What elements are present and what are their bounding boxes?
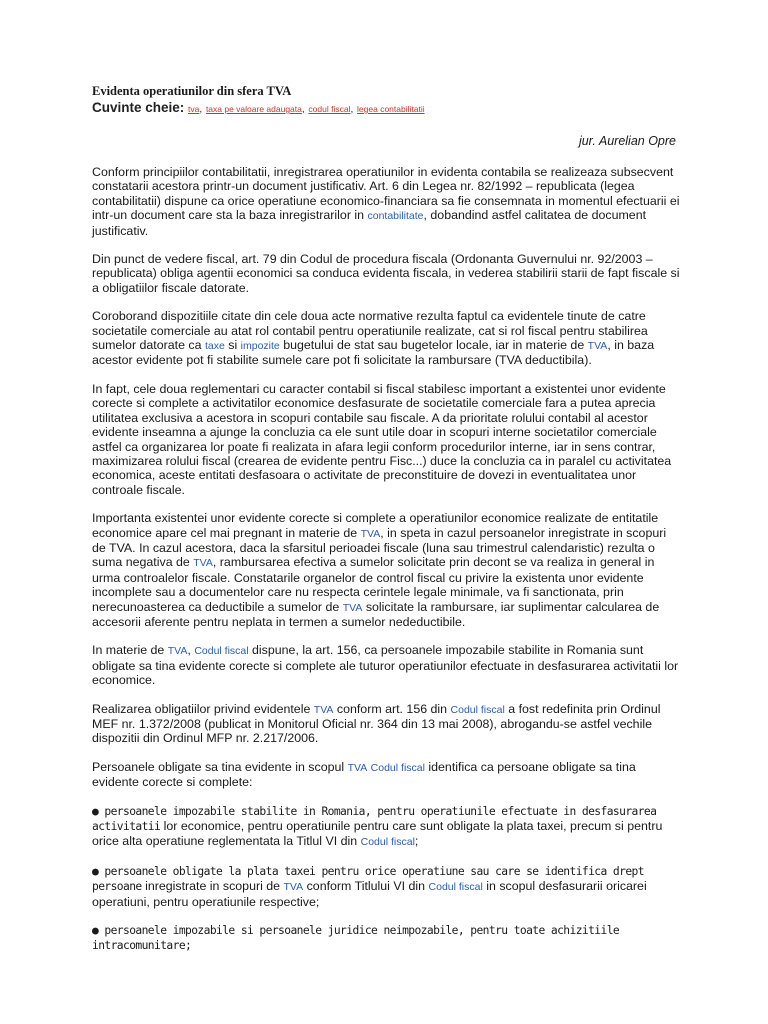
paragraph-text: identifica ca persoane obligate sa tina evidente corecte si complete: [92,759,636,790]
bullet-lead-text: ● persoanele impozabile si persoanele juridice neimpozabile, pentru toate achizitiile intracomunitare; [92,924,620,953]
bullet-item-1 [92,804,682,850]
keyword-link-taxa-pe-valoare-adaugata[interactable]: taxa pe valoare adaugata [205,104,302,114]
article-body [92,165,682,968]
link-codul-fiscal[interactable]: Codul fiscal [360,836,415,849]
bullet-lead-text: ● persoanele impozabile stabilite in Romania, pentru operatiunile efectuate in desfasurarea activitatii [92,804,657,834]
link-contabilitate[interactable]: contabilitate [367,210,424,223]
keyword-link-tva[interactable]: tva [188,104,200,114]
paragraph-2: Din punct de vedere fiscal, art. 79 din Codul de procedura fiscala (Ordonanta Guvernului nr. 92/2003 – republicata) obliga agentii economici sa conduca evidenta fiscala, in vederea stabilirii starii de fapt fiscale si a obligatiilor fiscale datorate. [92,252,680,295]
keyword-link-codul-fiscal[interactable]: codul fiscal [308,104,351,114]
link-taxe[interactable]: taxe [204,340,225,353]
document-title: Evidenta operatiunilor din sfera TVA [92,84,292,98]
keyword-separator: , [350,104,354,115]
paragraph-4: In fapt, cele doua reglementari cu caracter contabil si fiscal stabilesc important a existentei unor evidente corecte si complete a activitatilor economice desfasurate de societatile comerciale fara a putea aprecia utilitatea exclusiva a acestora in scopuri contabile sau fiscale. A da prioritate rolului contabil al acestor evidente inseamna a ajunge la concluzia ca ele sunt utile doar in scopuri interne societatilor comerciale astfel ca organizarea lor poate fi realizata in afara legii conform procedurilor interne, iar in sens contrar, maximizarea rolului fiscal (crearea de evidente pentru Fisc...) duce la concluzia ca in paralel cu activitatea economica, aceste entitati desfasoara o activitate de preconstituire de dovezi in eventualitatea unor controale fiscale. [92,381,672,497]
paragraph-text: lor economice, pentru operatiunile pentru care sunt obligate la plata taxei, precum si pentru orice alta operatiune reglementata la Titlul VI din [92,819,663,849]
paragraph-text: In materie de [92,643,168,658]
paragraph-text: a fost redefinita prin Ordinul MEF nr. 1.372/2008 (publicat in Monitorul Oficial nr. 364 din 13 mai 2008), abrogandu-se astfel vechile dispozitii din Ordinul MFP nr. 2.217/2006. [92,701,661,746]
paragraph-5 [92,511,682,629]
paragraph-text: in scopul desfasurarii oricarei operatiuni, pentru operatiunile respective; [92,879,647,909]
paragraph-text: ; [414,834,419,849]
link-codul-fiscal[interactable]: Codul fiscal [450,703,505,716]
paragraph-7 [92,702,682,746]
paragraph-text: , in speta in cazul persoanelor inregistrate in scopuri de TVA. In cazul acestora, daca la sfarsitul perioadei fiscale (luna sau trimestrul calendaristic) rezulta o suma negativa de [92,525,667,570]
bullet-item-3 [92,923,682,954]
paragraph-text: , in baza acestor evidente pot fi stabilite sumele care pot fi solicitate la rambursare (TVA deductibila). [92,338,655,368]
link-tva[interactable]: TVA [313,703,334,716]
paragraph-text: Importanta existentei unor evidente corecte si complete a operatiunilor economice realizate de entitatile economice apare cel mai pregnant in materie de [92,511,659,540]
paragraph-text: conform art. 156 din [333,701,451,716]
paragraph-text: conform Titlului VI din [303,879,429,894]
author-name: jur. Aurelian Opre [578,134,676,148]
paragraph-8 [92,760,682,790]
paragraph-text: inregistrate in scopuri de [141,879,284,894]
link-tva[interactable]: TVA [587,340,608,353]
paragraph-text: solicitate la rambursare, iar suplimentar calcularea de accesorii aferente pentru neplata in termen a sumelor nedeductibile. [92,599,660,629]
bullet-item-2 [92,864,682,909]
keyword-separator: , [301,104,305,115]
paragraph-text: , rambursarea efectiva a sumelor solicitate prin decont se va realiza in general in urma controalelor fiscale. Constatarile organelor de control fiscal cu privire la existenta unor evidente incomplete sau a documentelor care nu respecta cerintele legale minimale, va fi sanctionata, prin nerecunoasterea ca deductibile a sumelor de [92,555,655,614]
link-tva[interactable]: TVA [193,557,213,570]
keywords-line [92,100,425,115]
link-codul-fiscal[interactable]: Codul fiscal [370,761,425,774]
link-impozite[interactable]: impozite [240,340,280,353]
paragraph-text: , [187,643,195,658]
paragraph-text: Persoanele obligate sa tina evidente in scopul [92,759,348,774]
link-tva[interactable]: TVA [167,645,188,658]
link-tva[interactable]: TVA [347,761,368,774]
paragraph-text: Conform principiilor contabilitatii, inregistrarea operatiunilor in evidenta contabila se realizeaza subsecvent constatarii acestora printr-un document justificativ. Art. 6 din Legea nr. 82/1992 – republicata (legea contabilitatii) dispune ca orice operatiune economico-financiara sa fie consemnata in momentul efectuarii ei intr-un document care sta la baza inregistrarilor in [92,165,680,223]
link-tva[interactable]: TVA [283,881,304,894]
keywords-label: Cuvinte cheie: [92,100,185,115]
paragraph-text: , dobandind astfel calitatea de document justificativ. [92,208,647,238]
link-codul-fiscal[interactable]: Codul fiscal [194,645,249,658]
keyword-link-legea-contabilitatii[interactable]: legea contabilitatii [357,104,425,114]
paragraph-6 [92,643,682,687]
link-tva[interactable]: TVA [360,527,381,540]
link-tva[interactable]: TVA [342,601,363,614]
bullet-lead-text: ● persoanele obligate la plata taxei pentru orice operatiune sau care se identifica drept persoane [92,864,644,894]
paragraph-1 [92,165,682,238]
paragraph-text: bugetului de stat sau bugetelor locale, iar in materie de [279,338,588,353]
paragraph-text: Realizarea obligatiilor privind evidentele [92,701,314,716]
paragraph-text: dispune, la art. 156, ca persoanele impozabile stabilite in Romania sunt obligate sa tina evidente corecte si complete ale tuturor operatiunilor efectuate in desfasurarea activitatii lor economice. [92,643,679,688]
link-codul-fiscal[interactable]: Codul fiscal [428,881,483,894]
keyword-separator: , [199,104,203,115]
paragraph-3 [92,309,682,368]
paragraph-text: si [224,338,241,353]
paragraph-text: Coroborand dispozitiile citate din cele doua acte normative rezulta faptul ca evidentele tinute de catre societatile comerciale au atat rol contabil pentru operatiunile realizate, cat si rol fiscal pentru stabilirea sumelor datorate ca [92,309,648,353]
